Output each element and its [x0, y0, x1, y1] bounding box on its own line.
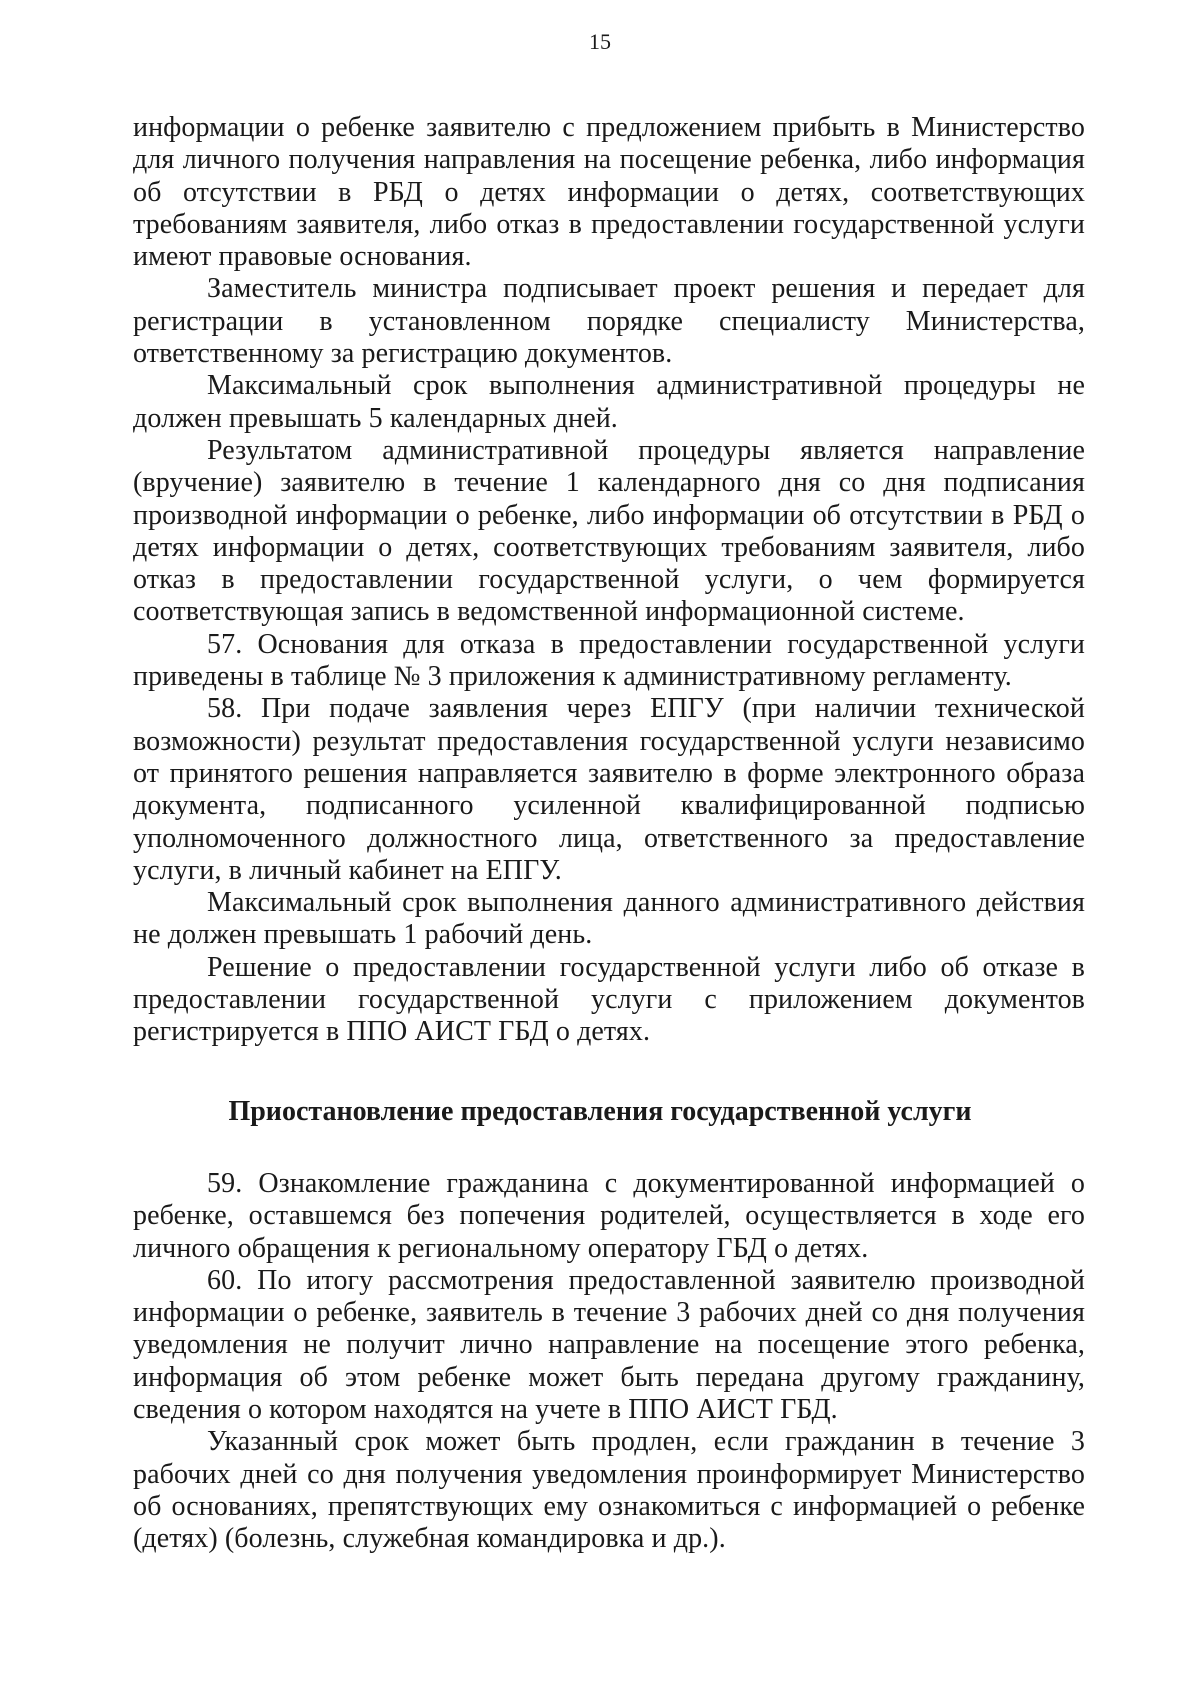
- paragraph-58: 58. При подаче заявления через ЕПГУ (при наличии технической возможности) результат предоставления государственной услуги независимо от принятого решения направляется заявителю в форме электронного образа документа, подписанного усиленной квалифицированной подписью уполномоченного должностного лица, ответственного за предоставление услуги, в личный кабинет на ЕПГУ.: [133, 693, 1085, 886]
- paragraph-60: 60. По итогу рассмотрения предоставленной заявителю производной информации о ребенке, заявитель в течение 3 рабочих дней со дня получения уведомления не получит лично направление на посещение этого ребенка, информация об этом ребенке может быть передана другому гражданину, сведения о котором находятся на учете в ППО АИСТ ГБД.: [133, 1264, 1085, 1426]
- section-heading: Приостановление предоставления государственной услуги: [228, 1096, 972, 1127]
- paragraph-deputy-minister: Заместитель министра подписывает проект решения и передает для регистрации в установленном порядке специалисту Министерства, ответственному за регистрацию документов.: [133, 273, 1085, 370]
- paragraph-59: 59. Ознакомление гражданина с документированной информацией о ребенке, оставшемся без попечения родителей, осуществляется в ходе его личного обращения к региональному оператору ГБД о детях.: [133, 1168, 1085, 1264]
- paragraph-procedure-result: Результатом административной процедуры является направление (вручение) заявителю в течение 1 календарного дня со дня подписания производной информации о ребенке, либо информации об отсутствии в РБД о детях информации о детях, соответствующих требованиям заявителя, либо отказ в предоставлении государственной услуги, о чем формируется соответствующая запись в ведомственной информационной системе.: [133, 434, 1085, 628]
- paragraph-max-term-5-days: Максимальный срок выполнения административной процедуры не должен превышать 5 календарных дней.: [133, 370, 1085, 434]
- paragraph-max-term-1-day: Максимальный срок выполнения данного административного действия не должен превышать 1 рабочий день.: [133, 887, 1085, 951]
- body-text-block: [133, 112, 1085, 1049]
- paragraph-57: 57. Основания для отказа в предоставлении государственной услуги приведены в таблице № 3 приложения к административному регламенту.: [133, 628, 1085, 693]
- section-text-block: [133, 1168, 1085, 1556]
- paragraph-continuation: информации о ребенке заявителю с предложением прибыть в Министерство для личного получения направления на посещение ребенка, либо информация об отсутствии в РБД о детях информации о детях, соответствующих требованиям заявителя, либо отказ в предоставлении государственной услуги имеют правовые основания.: [133, 112, 1085, 273]
- paragraph-term-extension: Указанный срок может быть продлен, если гражданин в течение 3 рабочих дней со дня получения уведомления проинформирует Министерство об основаниях, препятствующих ему ознакомиться с информацией о ребенке (детях) (болезнь, служебная командировка и др.).: [133, 1426, 1085, 1555]
- paragraph-decision-registration: Решение о предоставлении государственной услуги либо об отказе в предоставлении государственной услуги с приложением документов регистрируется в ППО АИСТ ГБД о детях.: [133, 951, 1085, 1048]
- page-number: 15: [589, 29, 611, 54]
